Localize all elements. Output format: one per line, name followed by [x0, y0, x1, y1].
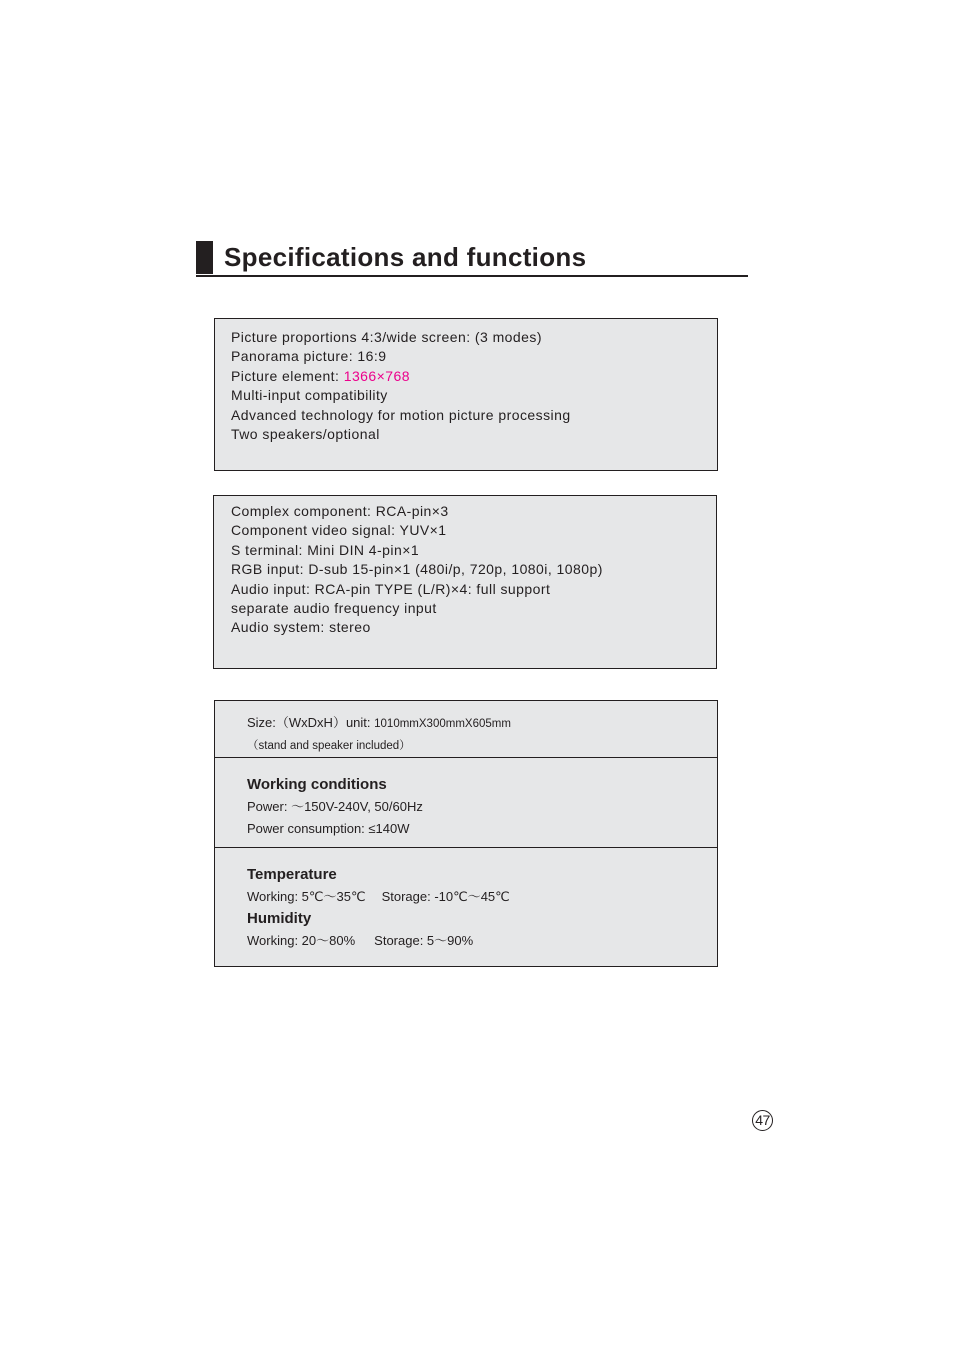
humidity-working: Working: 20～80% [247, 933, 356, 948]
inputs-box [213, 495, 717, 669]
feature-item-picture-element [231, 367, 717, 386]
temperature-storage: Storage: -10℃～45℃ [381, 889, 510, 904]
physical-specs-box [214, 700, 718, 967]
power-line: Power: ～150V-240V, 50/60Hz [247, 799, 423, 814]
working-conditions-heading: Working conditions [247, 776, 387, 793]
temperature-line [247, 886, 717, 908]
environment-section [215, 848, 717, 966]
size-note: （stand and speaker included） [247, 740, 411, 752]
feature-item: Two speakers/optional [231, 426, 380, 443]
input-item: Component video signal: YUV×1 [231, 522, 447, 539]
humidity-heading: Humidity [247, 910, 312, 927]
input-item: Audio input: RCA-pin TYPE (L/R)×4: full support [231, 580, 551, 597]
size-label: Size:（WxDxH）unit: [247, 715, 375, 730]
working-conditions-section [215, 758, 717, 848]
feature-item: Picture proportions 4:3/wide screen: (3 modes) [231, 329, 542, 345]
humidity-line [247, 930, 717, 952]
input-item: separate audio frequency input [231, 600, 437, 617]
feature-item: Multi-input compatibility [231, 387, 388, 404]
size-value: 1010mmX300mmX605mm [374, 718, 511, 730]
page-title: Specifications and functions [224, 242, 587, 272]
page-number: 47 [752, 1110, 773, 1131]
input-item: S terminal: Mini DIN 4-pin×1 [231, 541, 420, 558]
section-heading [196, 241, 748, 277]
heading-bar [196, 241, 213, 274]
input-item: RGB input: D-sub 15-pin×1 (480i/p, 720p, 1080i, 1080p) [231, 561, 603, 578]
picture-element-label: Picture element: [231, 367, 344, 384]
picture-element-value: 1366×768 [343, 367, 410, 384]
humidity-storage: Storage: 5～90% [374, 933, 474, 948]
features-box [214, 318, 718, 471]
input-item: Complex component: RCA-pin×3 [231, 503, 449, 519]
temperature-working: Working: 5℃～35℃ [247, 889, 366, 904]
power-consumption-line: Power consumption: ≤140W [247, 821, 410, 836]
temperature-heading: Temperature [247, 866, 337, 883]
input-item: Audio system: stereo [231, 619, 371, 636]
size-line [247, 712, 717, 735]
size-section [215, 701, 717, 758]
feature-item: Advanced technology for motion picture processing [231, 406, 571, 423]
feature-item: Panorama picture: 16:9 [231, 348, 387, 365]
